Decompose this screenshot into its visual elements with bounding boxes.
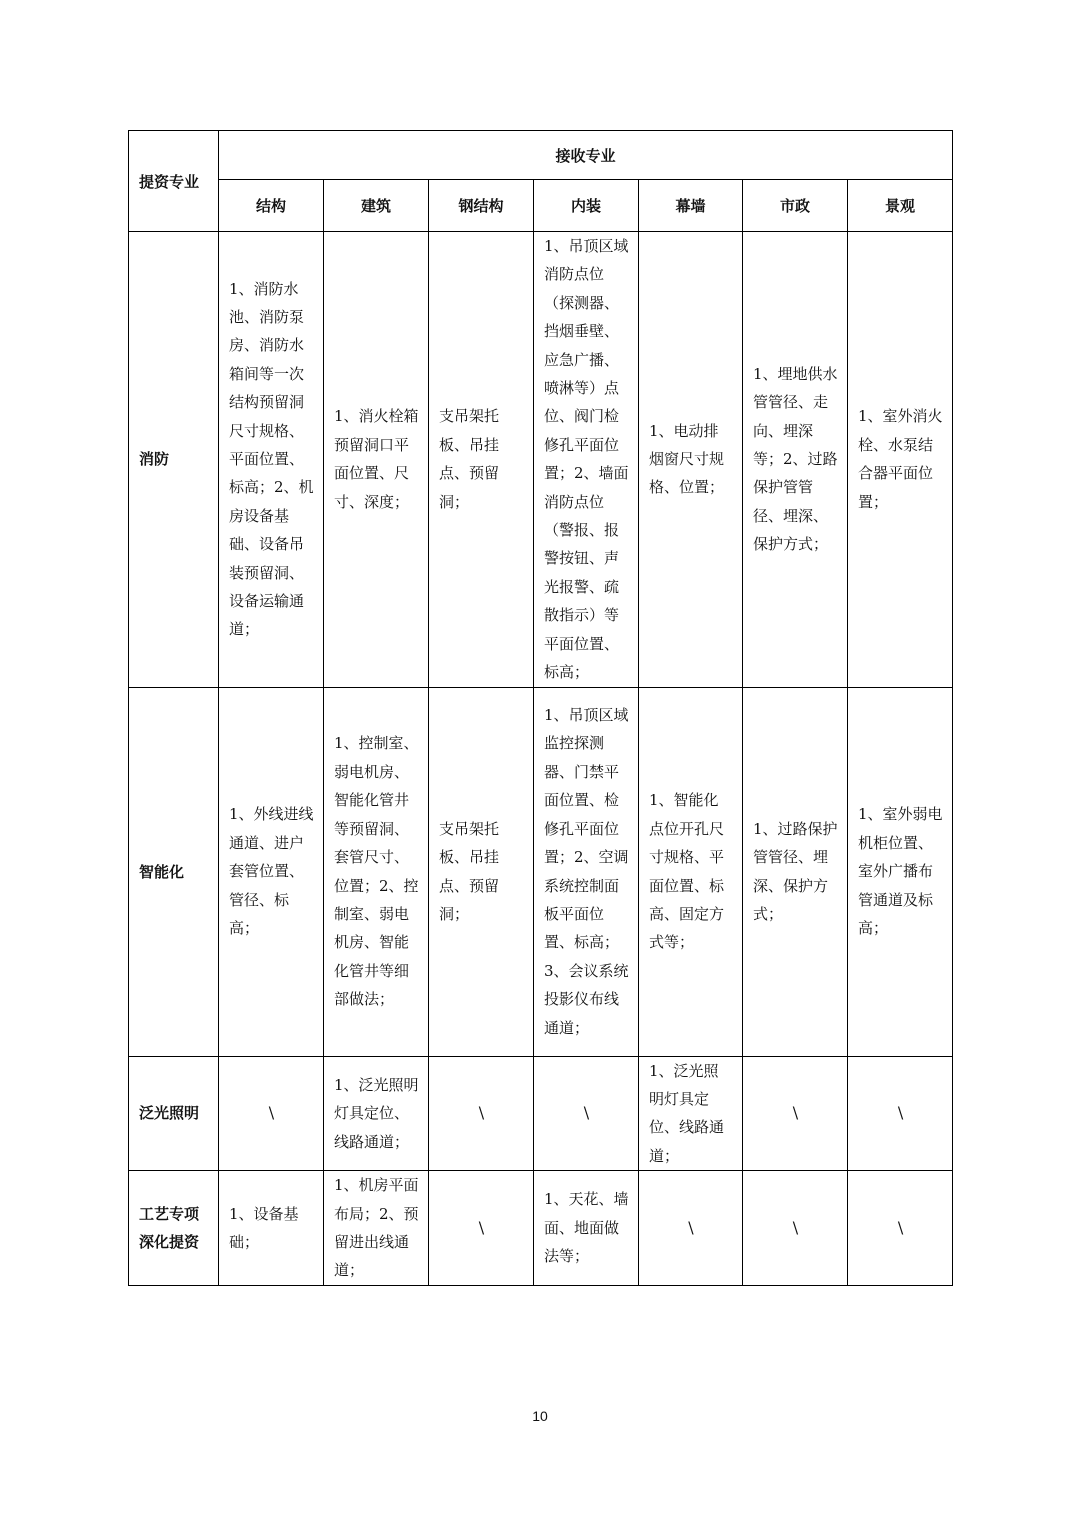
table-cell: \ — [429, 1171, 534, 1286]
table-cell: 1、外线进线通道、进户套管位置、管径、标高； — [219, 687, 324, 1056]
table-cell: 1、室外消火栓、水泵结合器平面位置； — [848, 232, 953, 688]
table-cell: \ — [219, 1056, 324, 1171]
column-header-steel-structure: 钢结构 — [429, 180, 534, 232]
table-cell: 1、室外弱电机柜位置、室外广播布管通道及标高； — [848, 687, 953, 1056]
table-cell: 1、电动排烟窗尺寸规格、位置； — [639, 232, 743, 688]
row-header-line: 工艺专项 — [139, 1204, 200, 1223]
table-cell: \ — [639, 1171, 743, 1286]
table-cell: 1、消火栓箱预留洞口平面位置、尺寸、深度； — [324, 232, 429, 688]
table-cell: 1、设备基础； — [219, 1171, 324, 1286]
table-cell: 1、泛光照明灯具定位、线路通道； — [324, 1056, 429, 1171]
table-cell: 1、消防水池、消防泵房、消防水箱间等一次结构预留洞尺寸规格、平面位置、标高；2、机房设备基础、设备吊装预留洞、设备运输通道； — [219, 232, 324, 688]
table-row — [129, 1171, 953, 1286]
column-header-architecture: 建筑 — [324, 180, 429, 232]
table-cell: \ — [743, 1056, 848, 1171]
receiving-discipline-header: 接收专业 — [219, 131, 953, 180]
table-row — [129, 1056, 953, 1171]
table-cell: \ — [848, 1056, 953, 1171]
table-cell: 1、泛光照明灯具定位、线路通道； — [639, 1056, 743, 1171]
table-cell: 1、吊顶区域消防点位（探测器、挡烟垂壁、应急广播、喷淋等）点位、阀门检修孔平面位置；2、墙面消防点位（警报、报警按钮、声光报警、疏散指示）等平面位置、标高； — [534, 232, 639, 688]
table-cell: \ — [429, 1056, 534, 1171]
coordination-matrix-table — [128, 130, 953, 1286]
table-cell: \ — [743, 1171, 848, 1286]
table-cell: 支吊架托板、吊挂点、预留洞； — [429, 232, 534, 688]
table-row — [129, 687, 953, 1056]
table-cell: 支吊架托板、吊挂点、预留洞； — [429, 687, 534, 1056]
row-header-floodlighting: 泛光照明 — [129, 1056, 219, 1171]
table-cell: \ — [534, 1056, 639, 1171]
table-cell: 1、过路保护管管径、埋深、保护方式； — [743, 687, 848, 1056]
row-header-intelligent: 智能化 — [129, 687, 219, 1056]
column-header-curtain-wall: 幕墙 — [639, 180, 743, 232]
column-header-interior: 内装 — [534, 180, 639, 232]
page-number: 10 — [532, 1408, 548, 1424]
row-header-line: 深化提资 — [139, 1232, 200, 1251]
table-cell: 1、吊顶区域监控探测器、门禁平面位置、检修孔平面位置；2、空调系统控制面板平面位置、标高；3、会议系统投影仪布线通道； — [534, 687, 639, 1056]
row-header-process-special — [129, 1171, 219, 1286]
row-header-fire: 消防 — [129, 232, 219, 688]
table-row — [129, 232, 953, 688]
column-header-municipal: 市政 — [743, 180, 848, 232]
corner-header: 提资专业 — [129, 131, 219, 232]
table-cell: 1、控制室、弱电机房、智能化管井等预留洞、套管尺寸、位置；2、控制室、弱电机房、智能化管井等细部做法； — [324, 687, 429, 1056]
table-cell: 1、机房平面布局；2、预留进出线通道； — [324, 1171, 429, 1286]
column-header-structure: 结构 — [219, 180, 324, 232]
column-header-landscape: 景观 — [848, 180, 953, 232]
table-cell: 1、埋地供水管管径、走向、埋深等；2、过路保护管管径、埋深、保护方式； — [743, 232, 848, 688]
table-cell: \ — [848, 1171, 953, 1286]
table-cell: 1、天花、墙面、地面做法等； — [534, 1171, 639, 1286]
table-cell: 1、智能化点位开孔尺寸规格、平面位置、标高、固定方式等； — [639, 687, 743, 1056]
